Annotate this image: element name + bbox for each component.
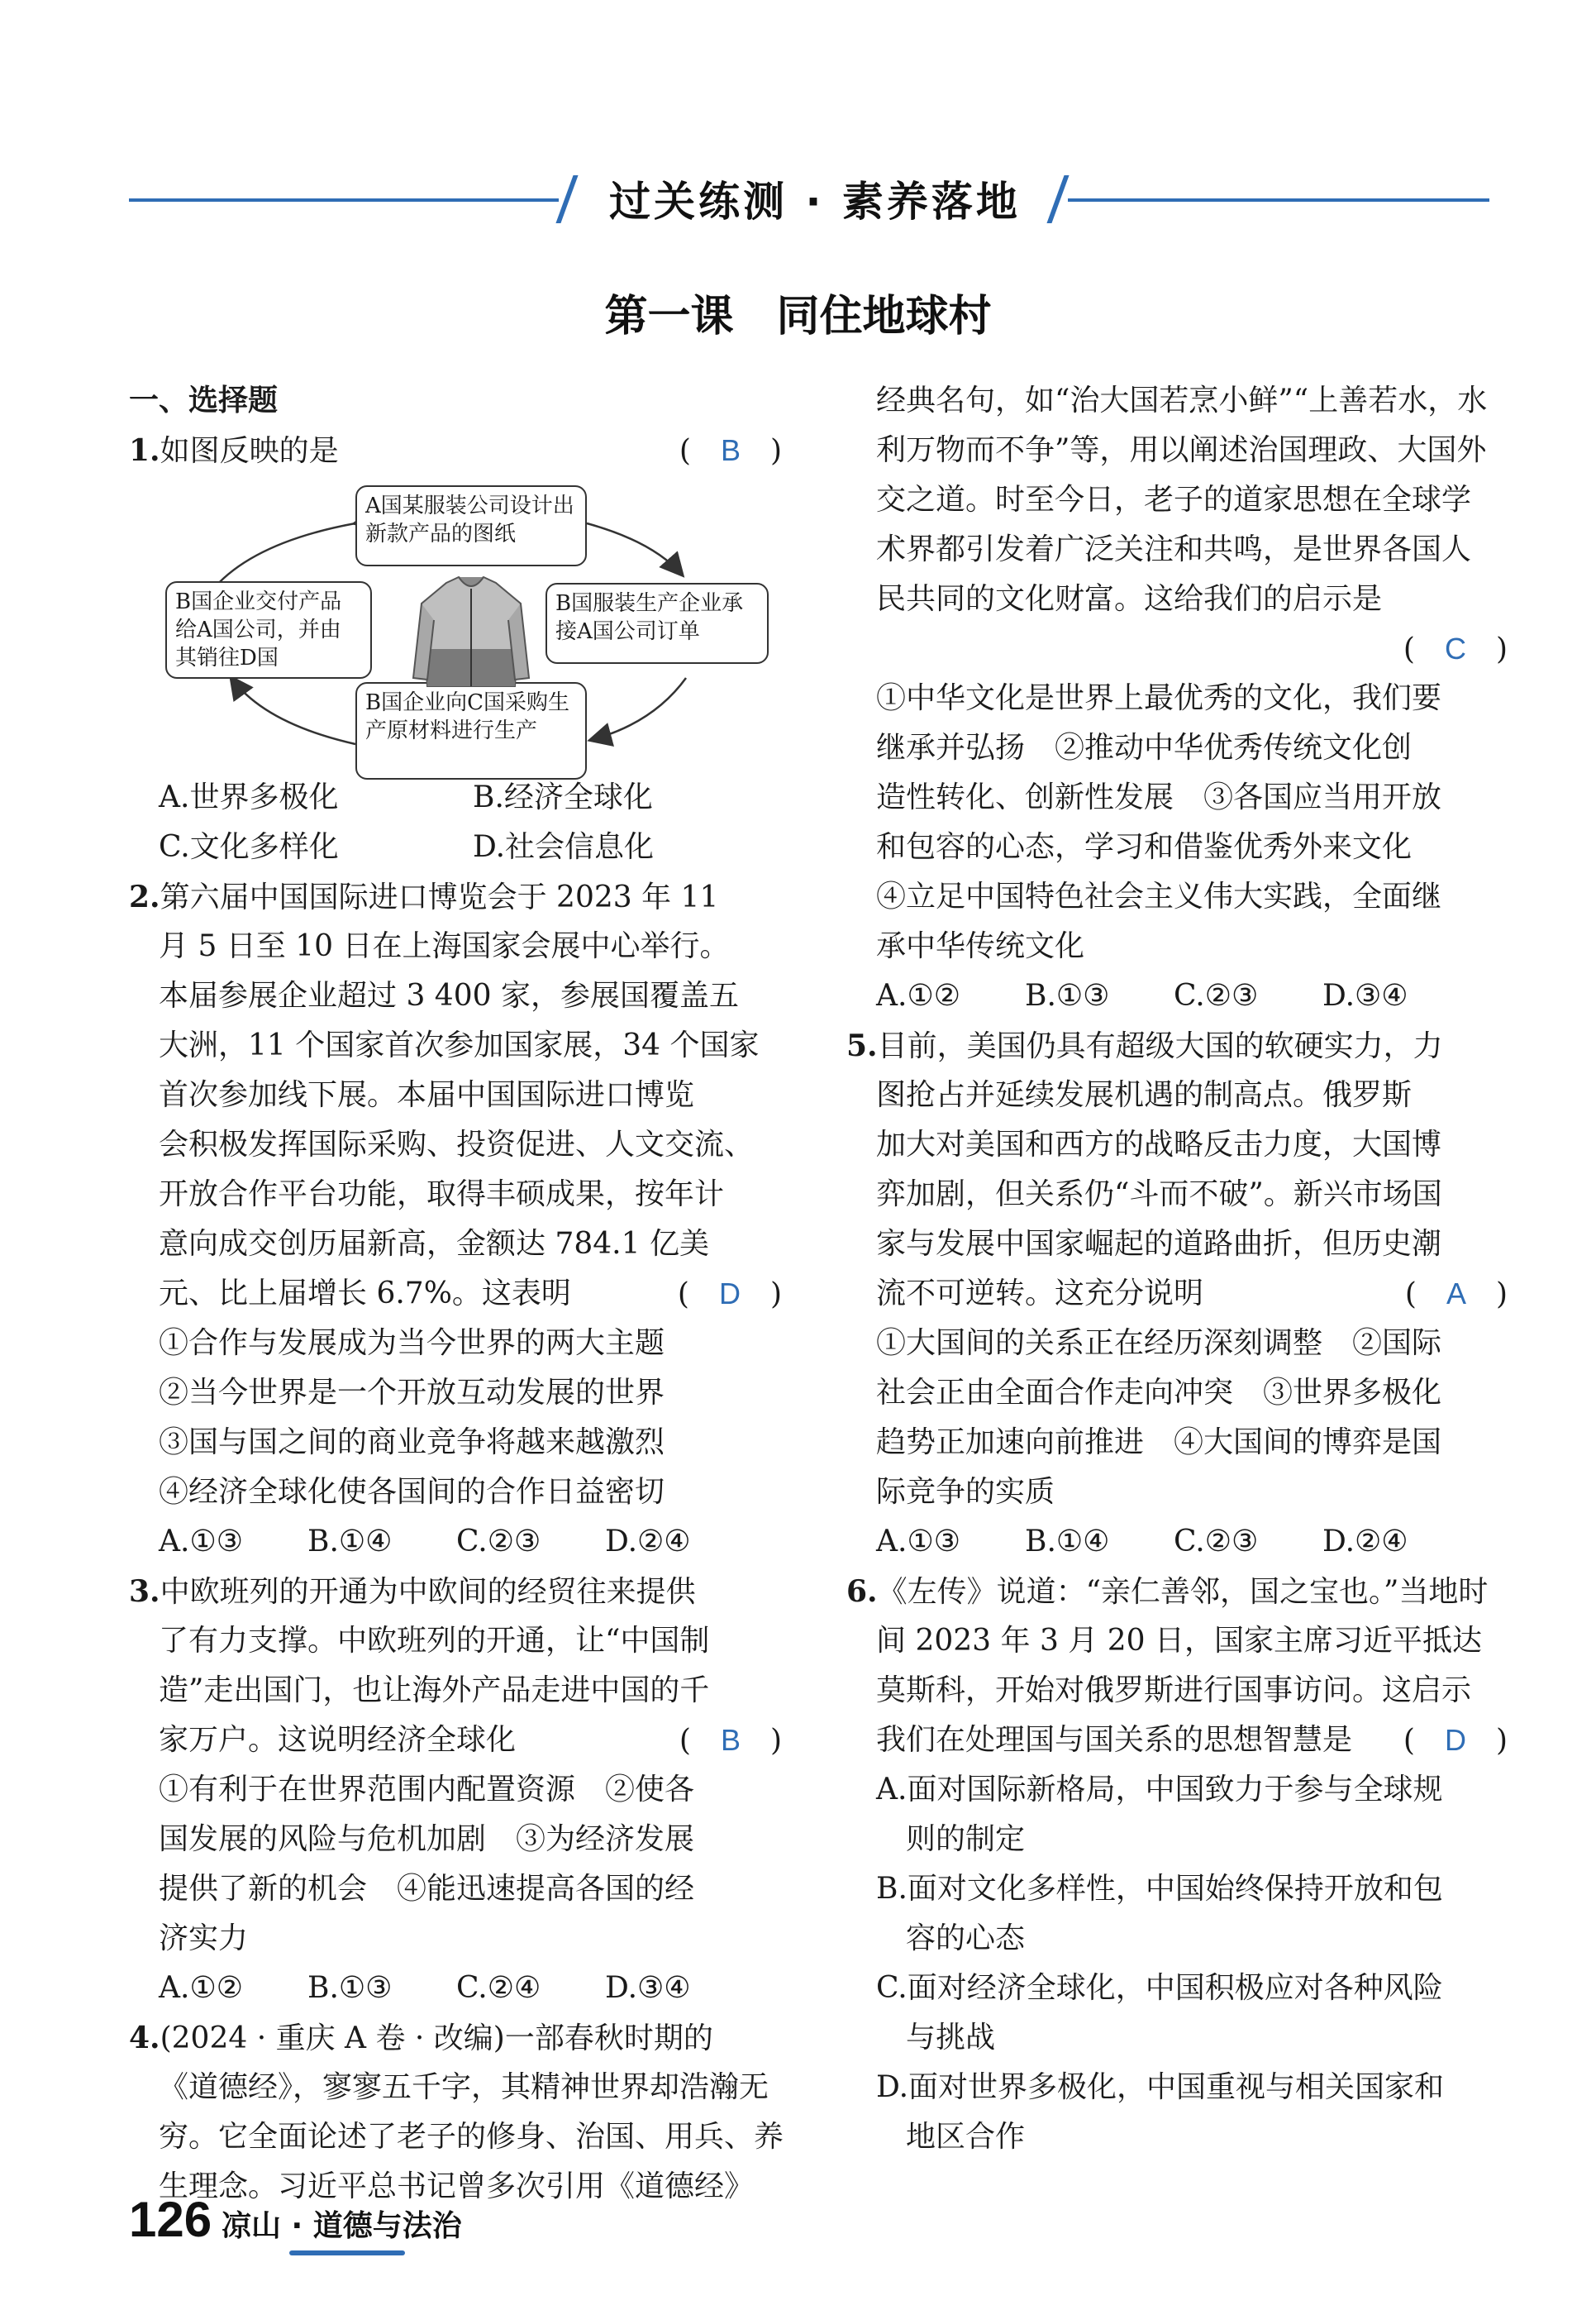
q4-option-b[interactable]: B.①③ [1025,979,1110,1013]
q6-answer-paren: ( D ) [1403,1723,1508,1758]
q6-option-c[interactable]: C.面对经济全球化，中国积极应对各种风险 [876,1971,1443,2005]
q3-item-3: 提供了新的机会 ④能迅速提高各国的经 [159,1872,695,1906]
q4-option-a[interactable]: A.①② [876,979,960,1013]
q6-option-b[interactable]: B.面对文化多样性，中国始终保持开放和包 [876,1872,1443,1906]
right-column [846,376,1508,2162]
q1-option-b[interactable]: B.经济全球化 [473,780,653,814]
page-number: 126 [129,2192,212,2247]
q4-right-line-3: 术界都引发着广泛关注和共鸣，是世界各国人 [876,532,1472,566]
footer-accent-bar [289,2250,405,2255]
q3-line-3 [129,1716,782,1765]
q4-option-c[interactable]: C.②③ [1174,979,1259,1013]
q3-options [129,1964,782,2013]
q2-item-4: ④经济全球化使各国间的合作日益密切 [159,1475,665,1509]
q1-option-d[interactable]: D.社会信息化 [473,830,655,864]
q4-answer-paren: ( C ) [1403,632,1508,666]
q6-option-b-cont[interactable]: 容的心态 [906,1921,1026,1955]
q5-option-b[interactable]: B.①④ [1025,1525,1110,1558]
q1-stem-line [129,426,782,475]
q1-answer-paren: ( B ) [679,433,782,468]
footer-label: 凉山 · 道德与法治 [222,2209,462,2243]
q5-option-d[interactable]: D.②④ [1322,1525,1408,1558]
q2-option-d[interactable]: D.②④ [605,1525,691,1558]
q3-option-d[interactable]: D.③④ [605,1971,691,2005]
q1-number: 1. [129,433,160,468]
q4-right-line-4: 民共同的文化财富。这给我们的启示是 [876,582,1383,616]
q2-line-2: 本届参展企业超过 3 400 家，参展国覆盖五 [159,979,739,1013]
q4-right-line-1: 利万物而不争”等，用以阐述治国理政、大国外 [876,433,1487,467]
q4-line-2: 穷。它全面论述了老子的修身、治国、用兵、养 [159,2120,784,2154]
q4-item-line-2: 造性转化、创新性发展 ③各国应当用开放 [876,780,1442,814]
q5-item-line-3: 际竞争的实质 [876,1475,1055,1509]
q5-options [846,1517,1508,1567]
diagram-box-right-text: B国服装生产企业承接A国公司订单 [555,591,744,644]
banner-slash-right [1046,175,1069,223]
q2-option-b[interactable]: B.①④ [307,1525,393,1558]
q5-line-0 [846,1021,1508,1071]
q4-item-line-4: ④立足中国特色社会主义伟大实践，全面继 [876,880,1442,914]
q4-item-line-0: ①中华文化是世界上最优秀的文化，我们要 [876,681,1442,715]
lesson-title: 第一课 同住地球村 [604,292,992,341]
q5-answer: A [1446,1277,1466,1310]
q6-option-d-cont[interactable]: 地区合作 [906,2120,1026,2154]
q1-answer: B [720,433,741,467]
q2-line-8 [129,1269,782,1319]
q1-option-a[interactable]: A.世界多极化 [159,780,339,814]
q4-line-3: 生理念。习近平总书记曾多次引用《道德经》 [159,2169,755,2203]
q2-line-4: 首次参加线下展。本届中国国际进口博览 [159,1078,695,1112]
q2-text: 第六届中国国际进口博览会于 2023 年 11 [160,881,719,914]
q2-option-a[interactable]: A.①③ [159,1525,243,1558]
q3-option-b[interactable]: B.①③ [307,1971,393,2005]
section-title: 一、选择题 [129,384,279,418]
banner-line-right [1068,198,1489,202]
q3-item-1: ①有利于在世界范围内配置资源 ②使各 [159,1773,695,1806]
q4-right-line-0: 经典名句，如“治大国若烹小鲜”“上善若水，水 [876,384,1488,418]
diagram-box-left [165,581,372,679]
q4-line-1: 《道德经》，寥寥五千字，其精神世界却浩瀚无 [159,2070,769,2104]
q5-number: 5. [846,1029,878,1063]
q2-item-2: ②当今世界是一个开放互动发展的世界 [159,1376,665,1410]
diagram-box-bottom [355,682,587,780]
q4-option-d[interactable]: D.③④ [1322,979,1408,1013]
q5-line-1: 图抢占并延续发展机遇的制高点。俄罗斯 [876,1078,1413,1112]
q2-line-6: 开放合作平台功能，取得丰硕成果，按年计 [159,1177,725,1211]
q1-option-c[interactable]: C.文化多样化 [159,830,339,864]
q2-answer: D [718,1277,741,1310]
q6-text-end: 我们在处理国与国关系的思想智慧是 [876,1723,1353,1757]
q5-line-4: 家与发展中国家崛起的道路曲折，但历史潮 [876,1227,1442,1261]
arrow-left-to-top [215,523,355,587]
q6-line-3 [846,1716,1508,1765]
q6-option-d[interactable]: D.面对世界多极化，中国重视与相关国家和 [876,2070,1445,2104]
q2-line-7: 意向成交创历届新高，金额达 784.1 亿美 [159,1227,709,1261]
banner-title: 过关练测 · 素养落地 [609,178,1021,226]
arrow-bottom-to-left [231,678,355,744]
q6-option-c-cont[interactable]: 与挑战 [906,2021,996,2055]
q2-number: 2. [129,880,160,914]
banner-line-left [129,198,559,202]
q5-line-5 [846,1269,1508,1319]
q5-item-line-2: 趋势正加速向前推进 ④大国间的博弈是国 [876,1425,1442,1459]
q2-line-1: 月 5 日至 10 日在上海国家会展中心举行。 [159,929,730,963]
q6-option-a-cont[interactable]: 则的制定 [906,1822,1026,1856]
q2-line-0 [129,872,782,922]
q3-answer: B [720,1723,741,1757]
q6-line-2: 莫斯科，开始对俄罗斯进行国事访问。这启示 [876,1673,1472,1707]
q3-number: 3. [129,1574,160,1609]
q2-line-3: 大洲，11 个国家首次参加国家展，34 个国家 [159,1029,760,1062]
q2-option-c[interactable]: C.②③ [456,1525,541,1558]
q6-option-a[interactable]: A.面对国际新格局，中国致力于参与全球规 [876,1773,1443,1806]
diagram-box-top-text: A国某服装公司设计出新款产品的图纸 [365,494,574,546]
q3-item-4: 济实力 [159,1921,249,1955]
q6-number: 6. [846,1574,878,1609]
q3-text: 中欧班列的开通为中欧间的经贸往来提供 [160,1575,696,1609]
q4-item-line-5: 承中华传统文化 [876,929,1085,963]
q3-line-2: 造”走出国门，也让海外产品走进中国的千 [159,1673,710,1707]
arrow-top-to-right [587,523,682,575]
q4-item-line-1: 继承并弘扬 ②推动中华优秀传统文化创 [876,731,1413,765]
q5-answer-paren: ( A ) [1404,1277,1508,1311]
q3-item-2: 国发展的风险与危机加剧 ③为经济发展 [159,1822,695,1856]
q2-item-3: ③国与国之间的商业竞争将越来越激烈 [159,1425,665,1459]
q3-option-c[interactable]: C.②④ [456,1971,541,2005]
q2-answer-paren: ( D ) [677,1277,782,1311]
q2-line-5: 会积极发挥国际采购、投资促进、人文交流、 [159,1128,755,1162]
q4-item-line-3: 和包容的心态，学习和借鉴优秀外来文化 [876,830,1413,864]
q6-line-1: 间 2023 年 3 月 20 日，国家主席习近平抵达 [876,1624,1482,1658]
q5-text-end: 流不可逆转。这充分说明 [876,1277,1204,1310]
q2-options [129,1517,782,1567]
diagram-box-top [355,485,587,566]
q4-text: (2024 · 重庆 A 卷 · 改编)一部春秋时期的 [160,2021,713,2055]
q5-item-line-1: 社会正由全面合作走向冲突 ③世界多极化 [876,1376,1442,1410]
q1-stem: 如图反映的是 [160,434,339,468]
q4-right-line-2: 交之道。时至今日，老子的道家思想在全球学 [876,483,1472,517]
q3-option-a[interactable]: A.①② [159,1971,243,2005]
q4-number: 4. [129,2021,160,2055]
q5-item-line-0: ①大国间的关系正在经历深刻调整 ②国际 [876,1326,1442,1360]
q5-option-c[interactable]: C.②③ [1174,1525,1259,1558]
q6-line-0 [846,1567,1508,1616]
q5-line-3: 弈加剧，但关系仍“斗而不破”。新兴市场国 [876,1177,1442,1211]
jacket-icon [409,570,533,694]
banner-slash-left [555,175,578,223]
q4-answer: C [1444,632,1466,666]
q6-text: 《左传》说道：“亲仁善邻，国之宝也。”当地时 [877,1575,1489,1609]
q2-text-end: 元、比上届增长 6.7%。这表明 [159,1277,571,1310]
arrow-right-to-bottom [591,678,686,740]
diagram-box-left-text: B国企业交付产品给A国公司，并由其销往D国 [175,589,342,671]
diagram-box-right [545,583,769,664]
q4-line-0 [129,2013,782,2063]
q4-options [846,971,1508,1021]
q5-line-2: 加大对美国和西方的战略反击力度，大国博 [876,1128,1442,1162]
q5-text: 目前，美国仍具有超级大国的软硬实力，力 [877,1029,1443,1063]
q4-answer-line [846,624,1508,674]
q6-answer: D [1444,1723,1466,1757]
q3-line-1: 了有力支撑。中欧班列的开通，让“中国制 [159,1624,710,1658]
q3-line-0 [129,1567,782,1616]
q3-answer-paren: ( B ) [679,1723,782,1758]
diagram-box-bottom-text: B国企业向C国采购生产原材料进行生产 [365,690,570,743]
q2-item-1: ①合作与发展成为当今世界的两大主题 [159,1326,665,1360]
q1-options-row2 [129,823,782,872]
q3-text-end: 家万户。这说明经济全球化 [159,1723,517,1757]
q1-diagram [157,484,777,781]
q5-option-a[interactable]: A.①③ [876,1525,960,1558]
